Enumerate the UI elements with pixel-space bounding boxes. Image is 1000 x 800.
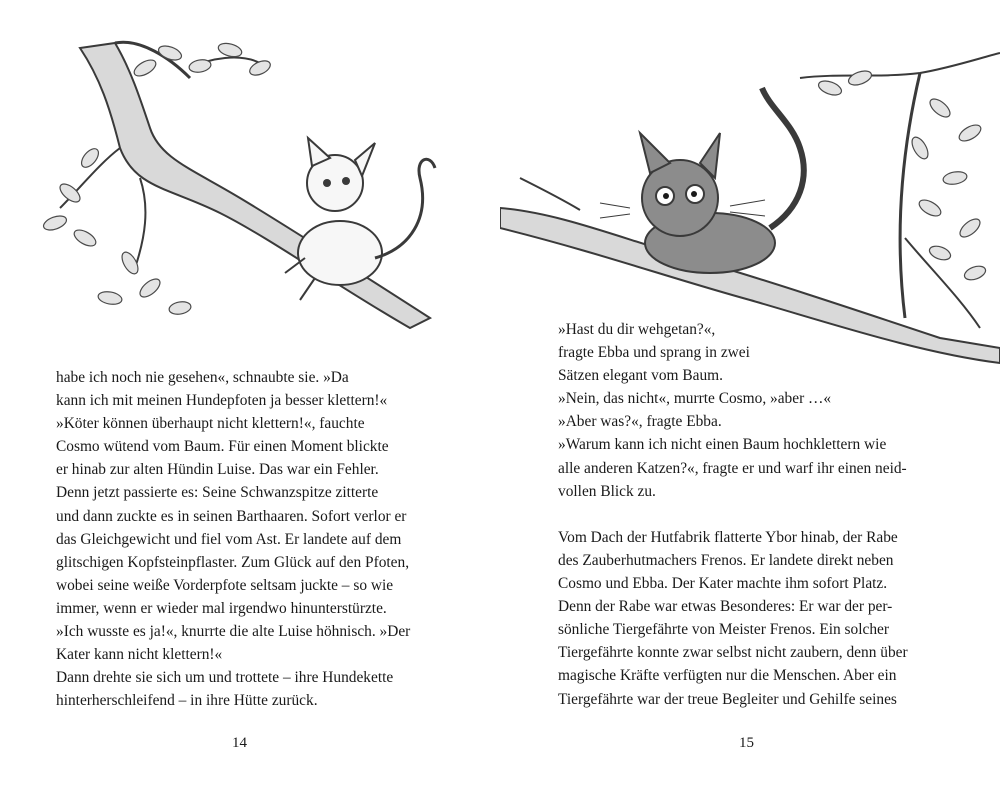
text-line: Tiergefährte war der treue Begleiter und Gehilfe seines <box>558 690 897 708</box>
text-line: magische Kräfte verfügten nur die Menschen. Aber ein <box>558 667 897 685</box>
page-number: 15 <box>739 735 754 751</box>
text-line: alle anderen Katzen?«, fragte er und warf ihr einen neid- <box>558 459 907 477</box>
text-line: Kater kann nicht klettern!« <box>56 646 223 664</box>
text-line: Sätzen elegant vom Baum. <box>558 367 723 385</box>
text-line: »Ich wusste es ja!«, knurrte die alte Luise höhnisch. »Der <box>56 623 411 641</box>
text-line: wobei seine weiße Vorderpfote seltsam juckte – so wie <box>56 576 394 594</box>
paragraph-gap <box>558 503 908 526</box>
cat-on-branch-illustration <box>40 38 450 338</box>
text-line: vollen Blick zu. <box>558 482 656 500</box>
text-line: Dann drehte sie sich um und trottete – ihre Hundekette <box>56 669 394 687</box>
text-line: kann ich mit meinen Hundepfoten ja besser klettern!« <box>56 392 388 410</box>
text-line: Denn der Rabe war etwas Besonderes: Er war der per- <box>558 598 893 616</box>
text-line: fragte Ebba und sprang in zwei <box>558 344 750 362</box>
text-line: er hinab zur alten Hündin Luise. Das war ein Fehler. <box>56 461 379 479</box>
text-line: das Gleichgewicht und fiel vom Ast. Er landete auf dem <box>56 530 402 548</box>
text-line: Vom Dach der Hutfabrik flatterte Ybor hinab, der Rabe <box>558 528 898 546</box>
text-line: Cosmo und Ebba. Der Kater machte ihm sofort Platz. <box>558 575 888 593</box>
text-line: Cosmo wütend vom Baum. Für einen Moment blickte <box>56 438 389 456</box>
text-line: »Nein, das nicht«, murrte Cosmo, »aber …« <box>558 390 832 408</box>
text-line: »Köter können überhaupt nicht klettern!«, fauchte <box>56 415 365 433</box>
text-line: Denn jetzt passierte es: Seine Schwanzspitze zitterte <box>56 484 379 502</box>
text-line: immer, wenn er wieder mal irgendwo hinunterstürzte. <box>56 599 387 617</box>
text-line: und dann zuckte es in seinen Barthaaren. Sofort verlor er <box>56 507 407 525</box>
text-line: hinterherschleifend – in ihre Hütte zurück. <box>56 692 318 710</box>
page-number: 14 <box>232 735 247 751</box>
text-line: Tiergefährte konnte zwar selbst nicht zaubern, denn über <box>558 644 908 662</box>
text-line: »Aber was?«, fragte Ebba. <box>558 413 722 431</box>
text-line: »Warum kann ich nicht einen Baum hochklettern wie <box>558 436 887 454</box>
text-line: des Zauberhutmachers Frenos. Er landete direkt neben <box>558 551 894 569</box>
text-line: habe ich noch nie gesehen«, schnaubte sie. »Da <box>56 369 349 386</box>
text-line: »Hast du dir wehgetan?«, <box>558 321 716 338</box>
right-page <box>500 0 1000 800</box>
text-line: glitschigen Kopfsteinpflaster. Zum Glück auf den Pfoten, <box>56 553 410 571</box>
right-page-text <box>558 318 908 711</box>
text-line: sönliche Tiergefährte von Meister Frenos. Ein solcher <box>558 621 889 639</box>
left-page-text <box>56 366 410 712</box>
